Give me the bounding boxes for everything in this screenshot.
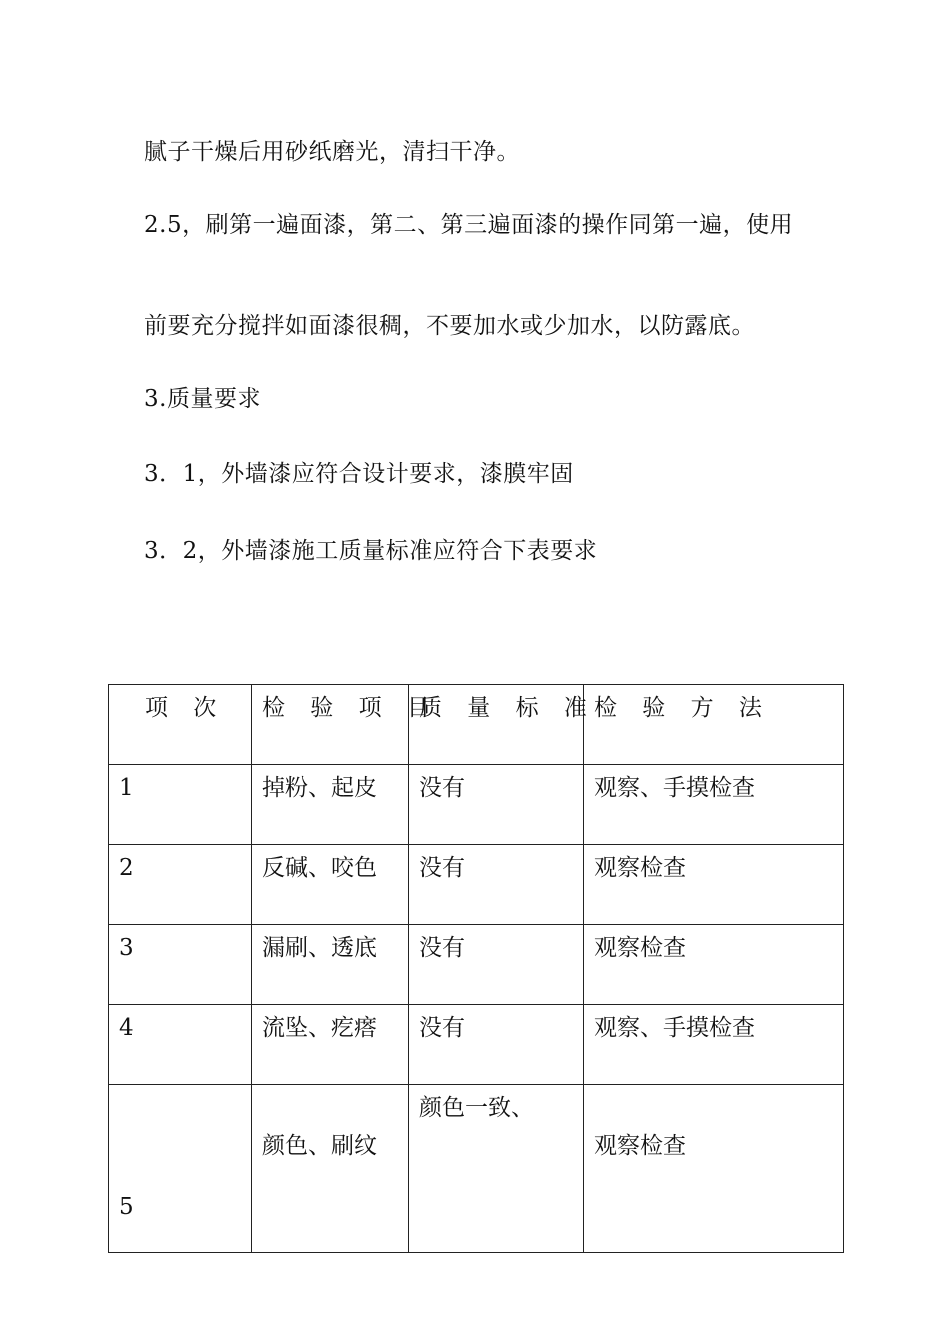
table-row bbox=[109, 925, 844, 1005]
cell-method: 观察检查 bbox=[584, 925, 844, 1005]
cell-item: 掉粉、起皮 bbox=[252, 765, 409, 845]
cell-standard: 颜色一致、 bbox=[409, 1085, 584, 1253]
cell-number: 5 bbox=[109, 1085, 252, 1253]
cell-method: 观察检查 bbox=[584, 845, 844, 925]
table-row bbox=[109, 765, 844, 845]
cell-item: 反碱、咬色 bbox=[252, 845, 409, 925]
paragraph-requirement-2: 3．2，外墙漆施工质量标准应符合下表要求 bbox=[144, 538, 598, 564]
cell-method: 观察、手摸检查 bbox=[584, 1005, 844, 1085]
cell-item: 漏刷、透底 bbox=[252, 925, 409, 1005]
cell-standard: 没有 bbox=[409, 845, 584, 925]
table-row bbox=[109, 845, 844, 925]
header-item-number: 项 次 bbox=[109, 685, 252, 765]
paragraph-topcoat-first: 2.5，刷第一遍面漆，第二、第三遍面漆的操作同第一遍，使用 bbox=[144, 212, 794, 238]
header-quality-standard: 质 量 标 准 bbox=[409, 685, 584, 765]
cell-number: 4 bbox=[109, 1005, 252, 1085]
paragraph-putty: 腻子干燥后用砂纸磨光，清扫干净。 bbox=[144, 139, 520, 165]
cell-standard: 没有 bbox=[409, 925, 584, 1005]
header-inspection-method: 检 验 方 法 bbox=[584, 685, 844, 765]
cell-method: 观察检查 bbox=[584, 1085, 844, 1253]
cell-number: 2 bbox=[109, 845, 252, 925]
table-row bbox=[109, 1085, 844, 1253]
paragraph-topcoat-continued: 前要充分搅拌如面漆很稠，不要加水或少加水，以防露底。 bbox=[144, 313, 755, 339]
cell-number: 3 bbox=[109, 925, 252, 1005]
cell-standard: 没有 bbox=[409, 1005, 584, 1085]
table-row bbox=[109, 1005, 844, 1085]
paragraph-requirement-1: 3．1，外墙漆应符合设计要求，漆膜牢固 bbox=[144, 461, 574, 487]
cell-item: 颜色、刷纹 bbox=[252, 1085, 409, 1253]
cell-standard: 没有 bbox=[409, 765, 584, 845]
cell-method: 观察、手摸检查 bbox=[584, 765, 844, 845]
table-header-row bbox=[109, 685, 844, 765]
quality-standard-table bbox=[108, 684, 844, 1253]
cell-number: 1 bbox=[109, 765, 252, 845]
cell-item: 流坠、疙瘩 bbox=[252, 1005, 409, 1085]
header-inspection-item: 检 验 项 目 bbox=[252, 685, 409, 765]
section-heading-quality: 3.质量要求 bbox=[144, 386, 261, 412]
